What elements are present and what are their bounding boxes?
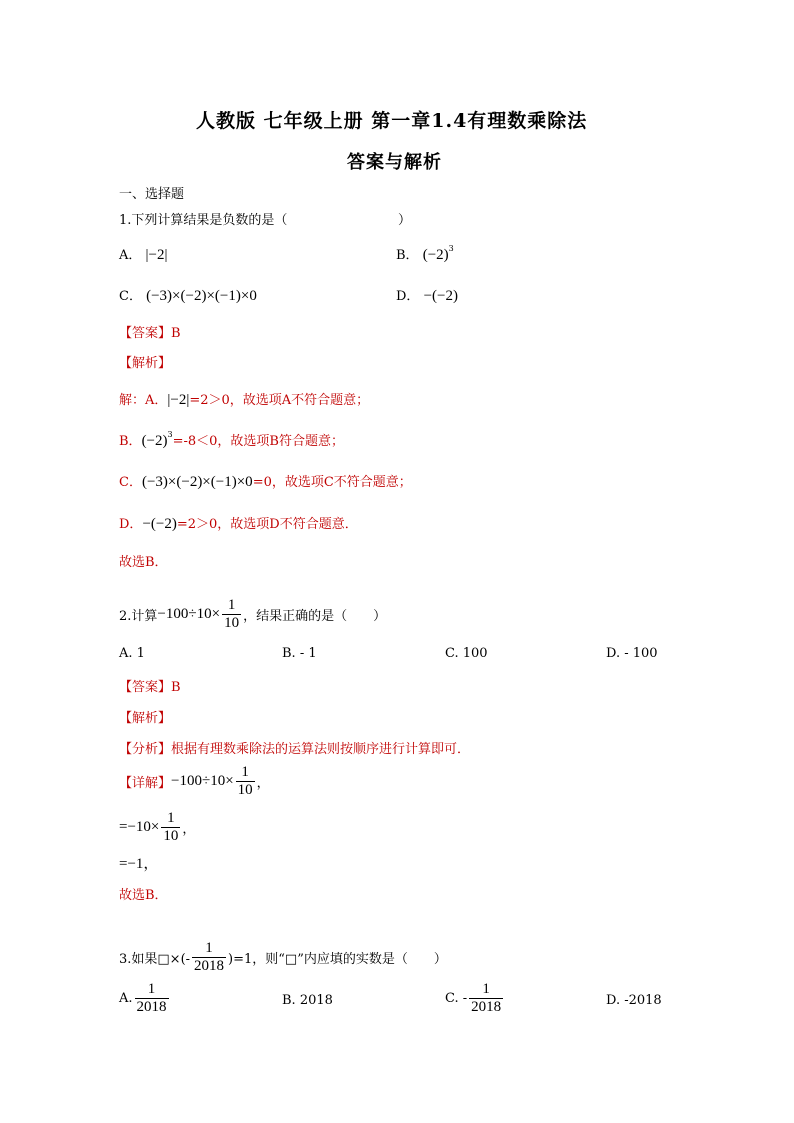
q1-stem [119,209,287,228]
q3-option-a-numerator: 1 [147,981,156,997]
q2-detail [119,764,270,798]
q3-option-c-denominator: 2018 [471,998,502,1015]
q3-option-a-label: A. [119,990,133,1006]
q1-option-d [396,285,458,305]
q3-option-a [119,981,171,1015]
q2-step2-fraction-denominator: 10 [163,827,179,844]
q3-stem-prefix: 3.如果□×(- [119,951,191,967]
q1-solution-c-prefix: C． [119,475,142,490]
q1-option-b-math: (−2) [422,247,449,263]
q2-step2-math: =−10× [119,818,160,835]
q2-option-c: C. 100 [445,646,488,661]
q1-option-d-label: D． [396,289,420,304]
q1-option-c [119,285,257,305]
q1-solution-a-text: =2＞0，故选项A不符合题意； [189,393,370,408]
q2-stem-prefix: 2.计算 [119,608,158,624]
q2-detail-math: −100÷10× [171,772,234,789]
q1-solution-a-prefix: 解：A． [119,393,168,408]
q1-option-c-label: C． [119,289,142,304]
q2-stem-fraction-denominator: 10 [224,614,240,631]
q1-solution-b-math: (−2) [141,433,168,449]
q3-option-a-denominator: 2018 [136,998,167,1015]
q3-option-c [445,981,505,1015]
q2-stem-math: −100÷10× [157,605,221,622]
q2-step2-fraction [161,810,180,844]
q1-option-b-exponent: 3 [448,244,454,253]
document-subtitle: 答案与解析 [347,152,442,173]
q3-option-c-label: C. - [445,990,468,1006]
q1-option-d-math: −(−2) [423,288,458,304]
q1-solution-d-math: −(−2) [142,516,177,532]
q1-answer: 【答案】B [119,326,181,341]
q1-stem-text: 1.下列计算结果是负数的是（ [119,213,288,228]
q1-solution-c [119,471,412,491]
q2-detail-fraction-numerator: 1 [241,764,249,780]
q1-option-a [119,244,168,264]
q3-option-b: B. 2018 [282,993,333,1008]
q1-solution-d-prefix: D． [119,517,143,532]
q1-solution-d-text: =2＞0，故选项D不符合题意． [176,517,358,532]
q3-option-c-fraction [469,981,503,1015]
q2-step2-comma: ， [182,821,196,837]
q2-option-b: B. - 1 [282,646,317,661]
q1-solution-b-text: =-8＜0，故选项B符合题意； [172,434,344,449]
q1-solution-a [119,389,369,409]
q2-detail-fraction-denominator: 10 [237,781,253,798]
q2-stem [119,597,386,631]
q1-conclusion: 故选B． [119,555,168,570]
q1-solution-c-math: (−3)×(−2)×(−1)×0 [141,474,253,490]
q2-fenxi: 【分析】根据有理数乘除法的运算法则按顺序进行计算即可． [119,742,471,757]
q2-analysis-heading: 【解析】 [119,711,172,726]
q2-step2-fraction-numerator: 1 [167,810,175,826]
q2-step2 [119,810,195,844]
q3-stem-text: )=1，则“□”内应填的实数是（ ） [228,951,447,967]
q1-option-b [396,244,454,264]
q1-solution-c-text: =0，故选项C不符合题意； [252,475,412,490]
q2-detail-label: 【详解】 [119,775,172,791]
q1-analysis-heading: 【解析】 [119,356,172,371]
q3-option-a-fraction [135,981,169,1015]
q3-option-d: D. -2018 [606,993,662,1008]
q1-option-c-math: (−3)×(−2)×(−1)×0 [146,288,257,304]
q2-stem-text: ，结果正确的是（ ） [243,608,387,624]
q2-conclusion: 故选B． [119,888,168,903]
q2-stem-fraction-numerator: 1 [227,597,236,613]
q3-stem-fraction-denominator: 2018 [194,957,225,974]
q3-option-c-numerator: 1 [482,981,490,997]
q1-solution-a-math: |−2| [167,392,190,408]
q3-stem-fraction-numerator: 1 [205,940,213,956]
document-title: 人教版 七年级上册 第一章1.4有理数乘除法 [196,110,588,132]
q2-detail-comma: ， [256,775,270,791]
q1-option-a-math: |−2| [145,247,168,263]
q2-answer: 【答案】B [119,680,181,695]
q1-option-b-label: B． [396,248,419,263]
q1-option-a-label: A． [119,248,142,263]
q1-solution-b-prefix: B． [119,434,142,449]
q1-solution-b-exponent: 3 [167,430,173,439]
q2-detail-fraction [236,764,255,798]
q1-stem-close: ） [398,213,412,228]
q2-option-d: D. - 100 [606,646,658,661]
q2-stem-fraction [222,597,241,631]
q2-step3: =−1， [119,856,159,872]
q3-stem [119,940,447,974]
q2-option-a: A. 1 [119,646,145,661]
q3-stem-fraction [192,940,226,974]
q1-solution-b [119,430,344,450]
q1-solution-d [119,513,358,533]
section-heading: 一、选择题 [119,187,185,202]
